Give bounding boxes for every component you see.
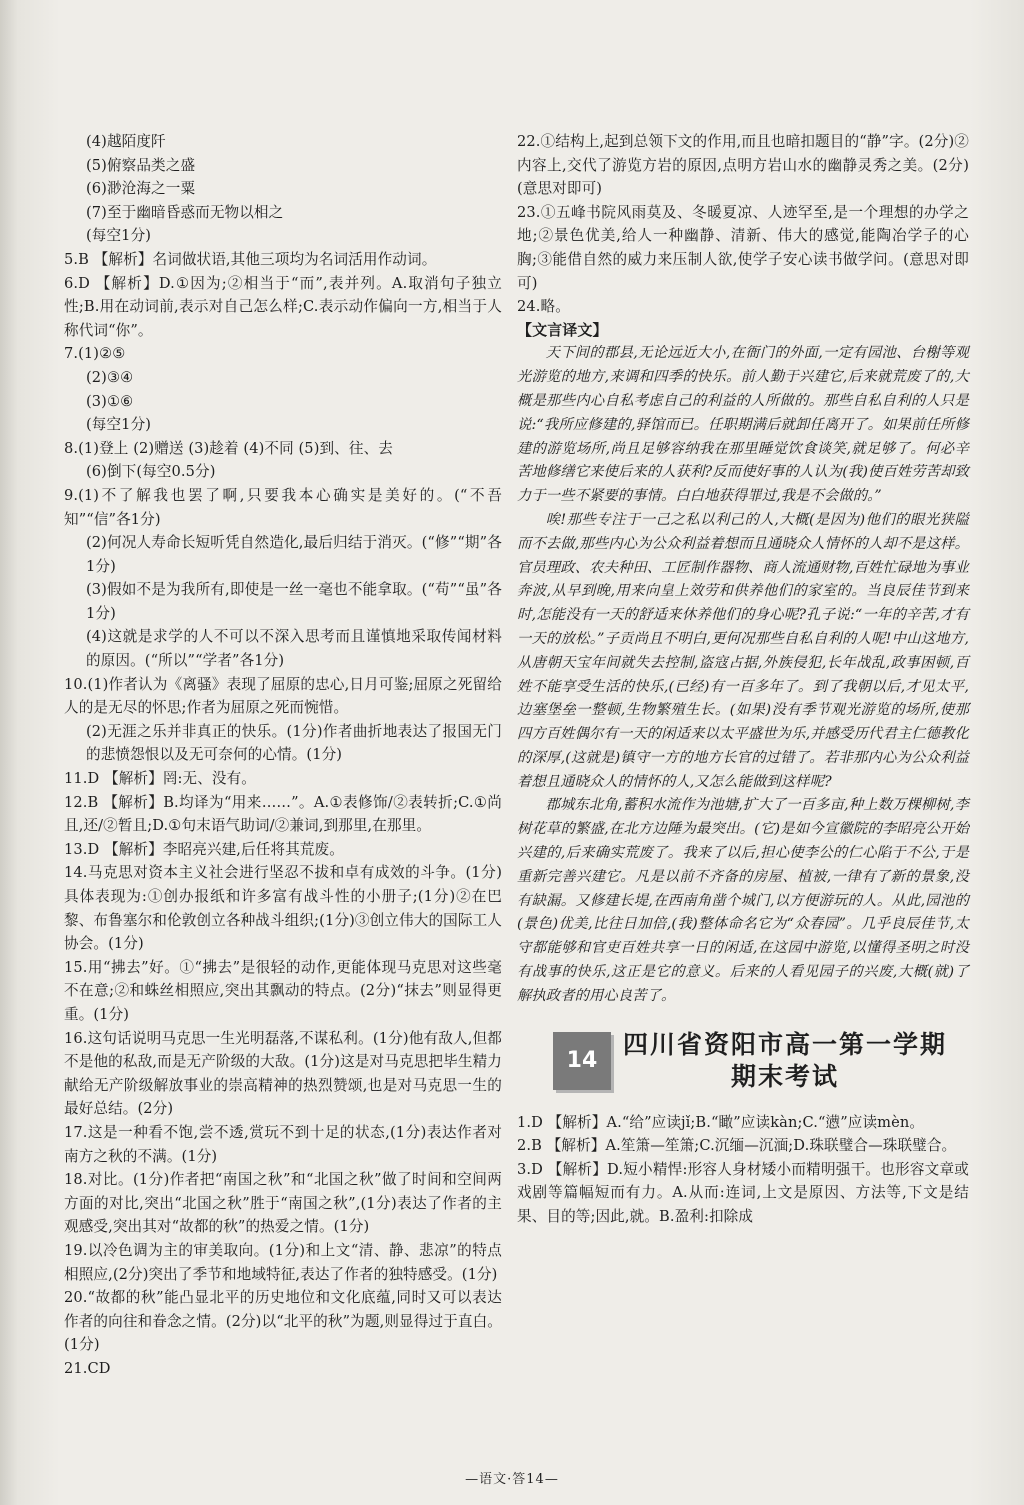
exam-number-badge: 14 — [553, 1032, 611, 1090]
answer-item: 22.①结构上,起到总领下文的作用,而且也暗扣题目的“静”字。(2分)②内容上,交代了游览方岩的原因,点明方岩山水的幽静灵秀之美。(2分)(意思对即可) — [517, 133, 969, 198]
answer-item: 13.D 【解析】李昭亮兴建,后任将其荒废。 — [64, 840, 344, 858]
answer-item: 19.以冷色调为主的审美取向。(1分)和上文“清、静、悲凉”的特点相照应,(2分)突出了季节和地域特征,表达了作者的独特感受。(1分) — [64, 1241, 502, 1283]
answer-item: (3)①⑥ — [86, 392, 134, 410]
translation-paragraph: 郡城东北角,蓄积水流作为池塘,扩大了一百多亩,种上数万棵柳树,李树花草的繁盛,在北方边陲为最突出。(它)是如今宣徽院的李昭亮公开始兴建的,后来确实荒废了。我来了以后,担心使李公的仁心陷于不公,于是重新完善兴建它。凡是以前不齐备的房屋、植被,一律有了新的景象,没有缺漏。又修建长堤,在西南角凿个城门,以方便游玩的人。从此,园池的(景色)优美,比往日加倍,(我)整体命名它为“众春园”。几乎良辰佳节,太守都能够和官吏百姓共享一日的闲适,在这园中游览,以懂得圣明之时没有战事的快乐,这正是它的意义。后来的人看见园子的兴废,大概(就)了解执政者的用心良苦了。 — [517, 797, 969, 1004]
answer-item: 5.B 【解析】名词做状语,其他三项均为名词活用作动词。 — [64, 250, 437, 268]
answer-item: 23.①五峰书院风雨莫及、冬暖夏凉、人迹罕至,是一个理想的办学之地;②景色优美,给人一种幽静、清新、伟大的感觉,能陶冶学子的心胸;③能借自然的威力来压制人欲,使学子安心读书做学问。(意思对即可) — [517, 203, 969, 292]
answer-item: (3)假如不是为我所有,即使是一丝一毫也不能拿取。(“苟”“虽”各1分) — [86, 581, 502, 622]
answer-item: 18.对比。(1分)作者把“南国之秋”和“北国之秋”做了时间和空间两方面的对比,突出“北国之秋”胜于“南国之秋”,(1分)表达了作者的主观感受,突出其对“故都的秋”的热爱之情。(1分) — [64, 1171, 502, 1236]
answer-item: 7.(1)②⑤ — [64, 345, 126, 363]
translation-paragraph: 天下间的郡县,无论远近大小,在衙门的外面,一定有园池、台榭等观光游览的地方,来调和四季的快乐。前人勤于兴建它,后来就荒废了的,大概是那些内心自私考虑自己的利益的人所做的。那些自私自利的人只是说:“我所应修建的,驿馆而已。任职期满后就卸任离开了。如果前任所修建的游览场所,尚且足够容纳我在那里睡觉饮食谈笑,就足够了。何必辛苦地修缮它来使后来的人获利?反而使好事的人认为(我)使百姓劳苦却致力于一些不紧要的事情。白白地获得罪过,我是不会做的。” — [517, 345, 969, 505]
answer-item: (2)无涯之乐并非真正的快乐。(1分)作者曲折地表达了报国无门的悲愤怨恨以及无可奈何的心情。(1分) — [86, 722, 502, 764]
translation-paragraph: 唉!那些专注于一己之私以利己的人,大概(是因为)他们的眼光狭隘而不去做,那些内心为公众利益着想而且通晓众人情怀的人却不是这样。官员理政、农夫种田、工匠制作器物、商人流通财物,百姓忙碌地为事业奔波,从早到晚,用来向皇上效劳和供养他们的家室的。当良辰佳节到来时,怎能没有一天的舒适来休养他们的身心呢?孔子说:“一年的辛苦,才有一天的放松。”子贡尚且不明白,更何况那些自私自利的人呢!中山这地方,从唐朝天宝年间就失去控制,盗寇占据,外族侵犯,长年战乱,政事困顿,百姓不能享受生活的快乐,(已经)有一百多年了。到了我朝以后,才见太平,边塞堡垒一整顿,生物繁殖生长。(如果)没有季节观光游览的场所,使那四方百姓偶尔有一天的闲适来以太平盛世为乐,并感受历代君主仁德教化的深厚,(这就是)镇守一方的地方长官的过错了。若非那内心为公众利益着想且通晓众人的情怀的人,又怎么能做到这样呢? — [517, 511, 969, 790]
answers-22-24 — [517, 130, 969, 319]
answer-item: 3.D 【解析】D.短小精悍:形容人身材矮小而精明强干。也形容文章或戏剧等篇幅短而有力。A.从而:连词,上文是原因、方法等,下文是结果、目的等;因此,就。B.盈利:扣除成 — [517, 1160, 969, 1226]
answer-item: 10.(1)作者认为《离骚》表现了屈原的忠心,日月可鉴;屈原之死留给人的是无尽的怀思;作者为屈原之死而惋惜。 — [64, 675, 502, 717]
answer-item: 6.D 【解析】D.①因为;②相当于“而”,表并列。A.取消句子独立性;B.用在动词前,表示对自己怎么样;C.表示动作偏向一方,相当于人称代词“你”。 — [64, 274, 502, 339]
answer-item: 8.(1)登上 (2)赠送 (3)趁着 (4)不同 (5)到、往、去 — [64, 439, 393, 457]
answer-item: (7)至于幽暗昏惑而无物以相之 — [86, 203, 284, 221]
answer-item: 15.用“拂去”好。①“拂去”是很轻的动作,更能体现马克思对这些毫不在意;②和蛛丝相照应,突出其飘动的特点。(2分)“抹去”则显得更重。(1分) — [64, 958, 502, 1023]
answer-item: 24.略。 — [517, 298, 570, 316]
answer-item: (5)俯察品类之盛 — [86, 156, 196, 174]
answer-item: (6)渺沧海之一粟 — [86, 180, 196, 198]
answer-item: 11.D 【解析】罔:无、没有。 — [64, 770, 257, 788]
answers-exam-14 — [517, 1111, 969, 1229]
answer-item: 2.B 【解析】A.笙箫—笙箫;C.沉缅—沉湎;D.珠联璧合—珠联璧合。 — [517, 1137, 957, 1155]
answer-item: 1.D 【解析】A.“给”应读jǐ;B.“瞰”应读kàn;C.“懑”应读mèn。 — [517, 1113, 925, 1131]
exam-titles — [623, 1029, 947, 1093]
answer-item: (4)这就是求学的人不可以不深入思考而且谨慎地采取传闻材料的原因。(“所以”“学者”各1分) — [86, 628, 502, 670]
answer-item: 20.“故都的秋”能凸显北平的历史地位和文化底蕴,同时又可以表达作者的向往和眷念之情。(2分)以“北平的秋”为题,则显得过于直白。(1分) — [64, 1289, 502, 1354]
page-footer: —语文·答14— — [465, 1472, 559, 1487]
answer-item: (每空1分) — [86, 416, 152, 434]
answer-item: 12.B 【解析】B.均译为“用来……”。A.①表修饰/②表转折;C.①尚且,还/②暂且;D.①句末语气助词/②兼词,到那里,在那里。 — [64, 793, 502, 835]
answer-item: 16.这句话说明马克思一生光明磊落,不谋私利。(1分)他有敌人,但都不是他的私敌,而是无产阶级的大敌。(1分)这是对马克思把毕生精力献给无产阶级解放事业的崇高精神的热烈赞颂,也是对马克思一生的最好总结。(2分) — [64, 1029, 502, 1118]
answer-item: 17.这是一种看不饱,尝不透,赏玩不到十足的状态,(1分)表达作者对南方之秋的不满。(1分) — [64, 1123, 502, 1165]
answer-item: (2)③④ — [86, 368, 134, 386]
right-column — [517, 130, 969, 1229]
answer-item: (每空1分) — [86, 227, 152, 245]
left-column — [64, 130, 502, 1380]
answer-item: 21.CD — [64, 1359, 111, 1377]
answer-item: 9.(1)不了解我也罢了啊,只要我本心确实是美好的。(“不吾知”“信”各1分) — [64, 486, 502, 528]
exam-title-line1: 四川省资阳市高一第一学期 — [623, 1029, 948, 1059]
answer-item: (2)何况人寿命长短听凭自然造化,最后归结于消灭。(“修”“期”各1分) — [86, 534, 502, 575]
answer-item: (4)越陌度阡 — [86, 133, 166, 150]
exam-title-line2: 期末考试 — [731, 1061, 840, 1091]
answer-item: 14.马克思对资本主义社会进行坚忍不拔和卓有成效的斗争。(1分)具体表现为:①创办报纸和许多富有战斗性的小册子;(1分)②在巴黎、布鲁塞尔和伦敦创立各种战斗组织;(1分)③创立伟大的国际工人协会。(1分) — [64, 864, 502, 953]
exam-section-header — [553, 1023, 969, 1099]
translation-heading: 【文言译文】 — [517, 320, 608, 339]
classical-translation — [517, 342, 969, 1008]
answer-item: (6)倒下(每空0.5分) — [86, 463, 216, 481]
